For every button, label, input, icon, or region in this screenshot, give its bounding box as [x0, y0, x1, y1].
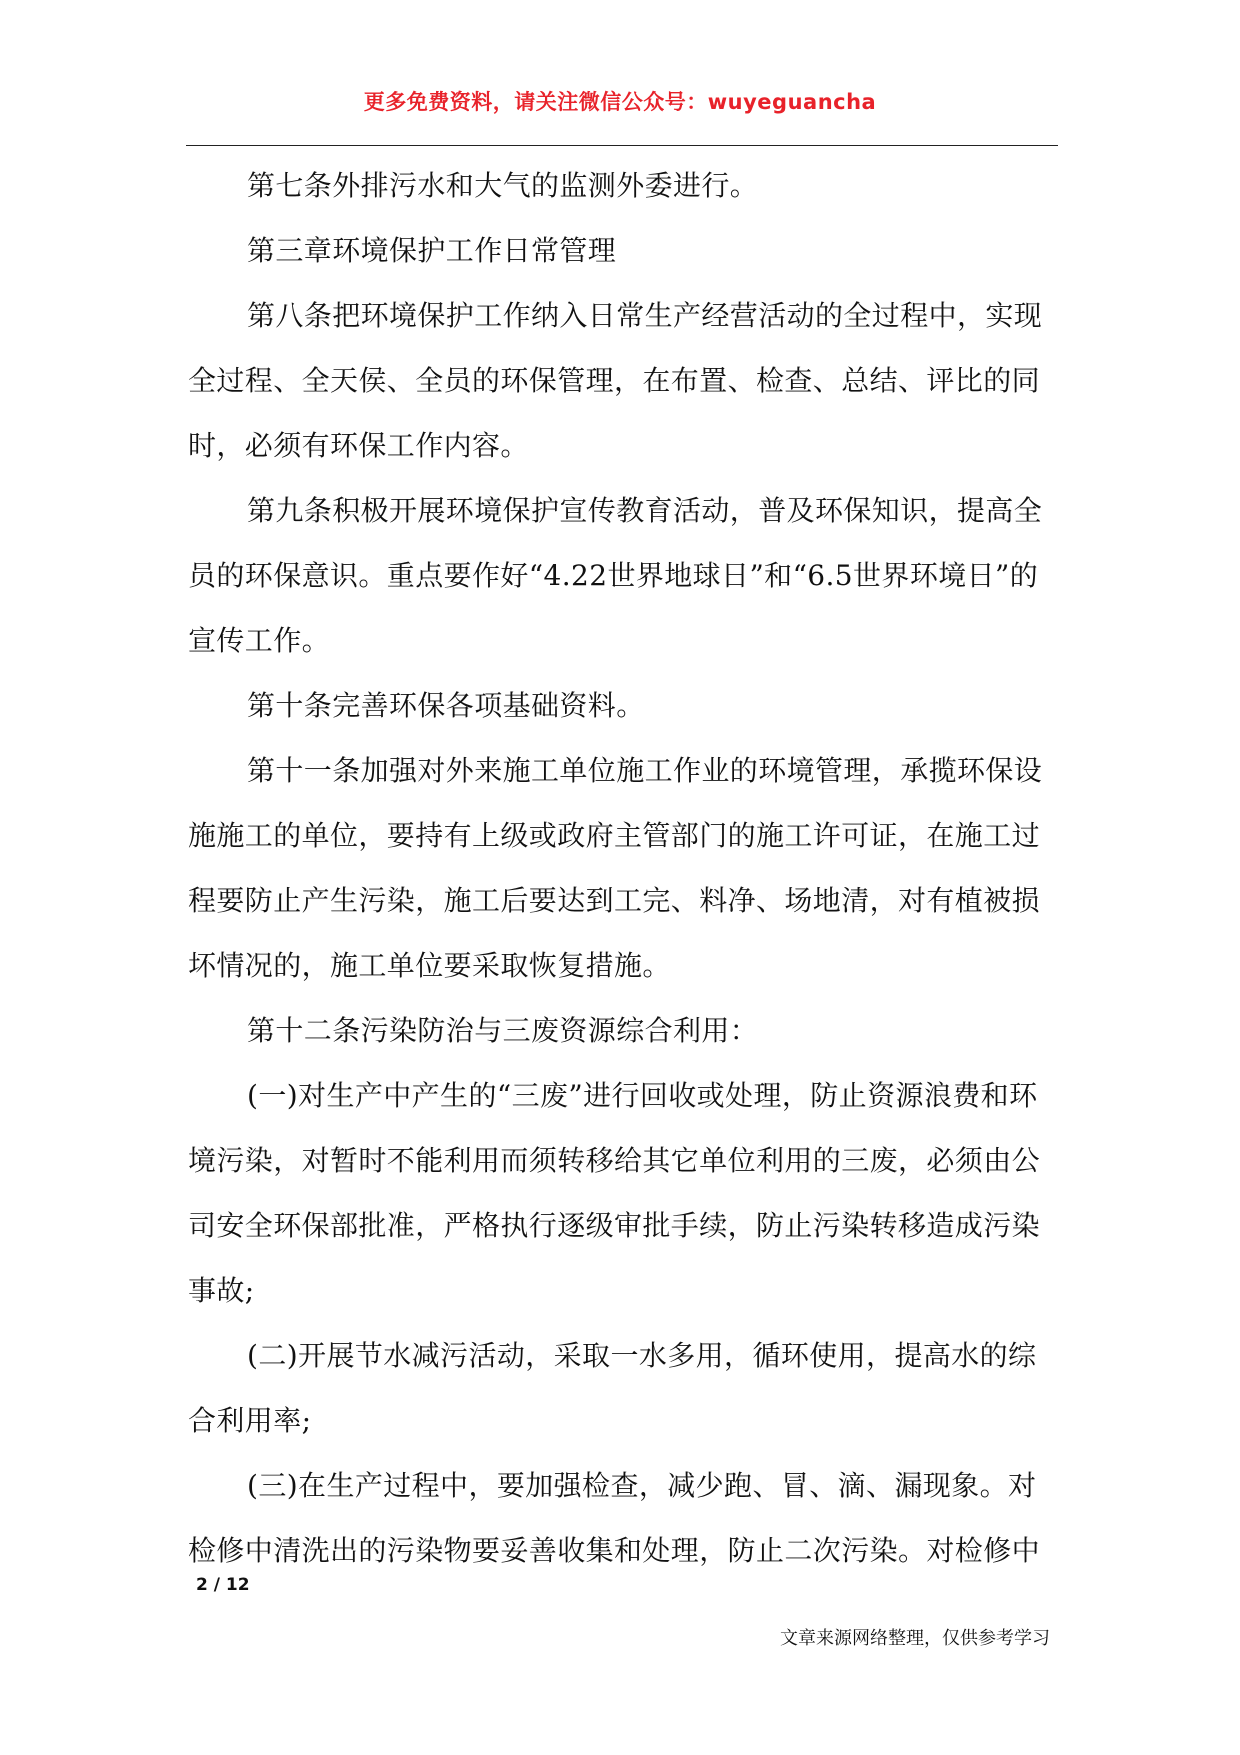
- paragraph-article-10: 第十条完善环保各项基础资料。: [247, 689, 645, 722]
- page-number: 2 / 12: [196, 1575, 250, 1595]
- paragraph-article-9: 第九条积极开展环境保护宣传教育活动，普及环保知识，提高全员的环保意识。重点要作好“4.22世界地球日”和“6.5世界环境日”的宣传工作。: [188, 494, 1043, 657]
- paragraph-item-3: (三)在生产过程中，要加强检查，减少跑、冒、滴、漏现象。对检修中清洗出的污染物要妥善收集和处理，防止二次污染。对检修中: [188, 1469, 1041, 1567]
- paragraph-article-12: 第十二条污染防治与三废资源综合利用：: [247, 1014, 759, 1047]
- paragraph-item-1: (一)对生产中产生的“三废”进行回收或处理，防止资源浪费和环境污染，对暂时不能利用而须转移给其它单位利用的三废，必须由公司安全环保部批准，严格执行逐级审批手续，防止污染转移造成污染事故;: [188, 1079, 1041, 1307]
- source-footer: 文章来源网络整理，仅供参考学习: [780, 1628, 1050, 1649]
- paragraph-article-8: 第八条把环境保护工作纳入日常生产经营活动的全过程中，实现全过程、全天侯、全员的环保管理，在布置、检查、总结、评比的同时，必须有环保工作内容。: [188, 299, 1043, 462]
- document-body: [188, 153, 1058, 1583]
- header-divider: [186, 145, 1058, 146]
- paragraph-article-7: 第七条外排污水和大气的监测外委进行。: [247, 169, 759, 202]
- promo-header: 更多免费资料，请关注微信公众号：wuyeguancha: [363, 90, 877, 114]
- paragraph-item-2: (二)开展节水减污活动，采取一水多用，循环使用，提高水的综合利用率;: [188, 1339, 1037, 1437]
- paragraph-article-11: 第十一条加强对外来施工单位施工作业的环境管理，承揽环保设施施工的单位，要持有上级或政府主管部门的施工许可证，在施工过程要防止产生污染，施工后要达到工完、料净、场地清，对有植被损坏情况的，施工单位要采取恢复措施。: [188, 754, 1043, 982]
- chapter-3-heading: 第三章环境保护工作日常管理: [247, 234, 617, 267]
